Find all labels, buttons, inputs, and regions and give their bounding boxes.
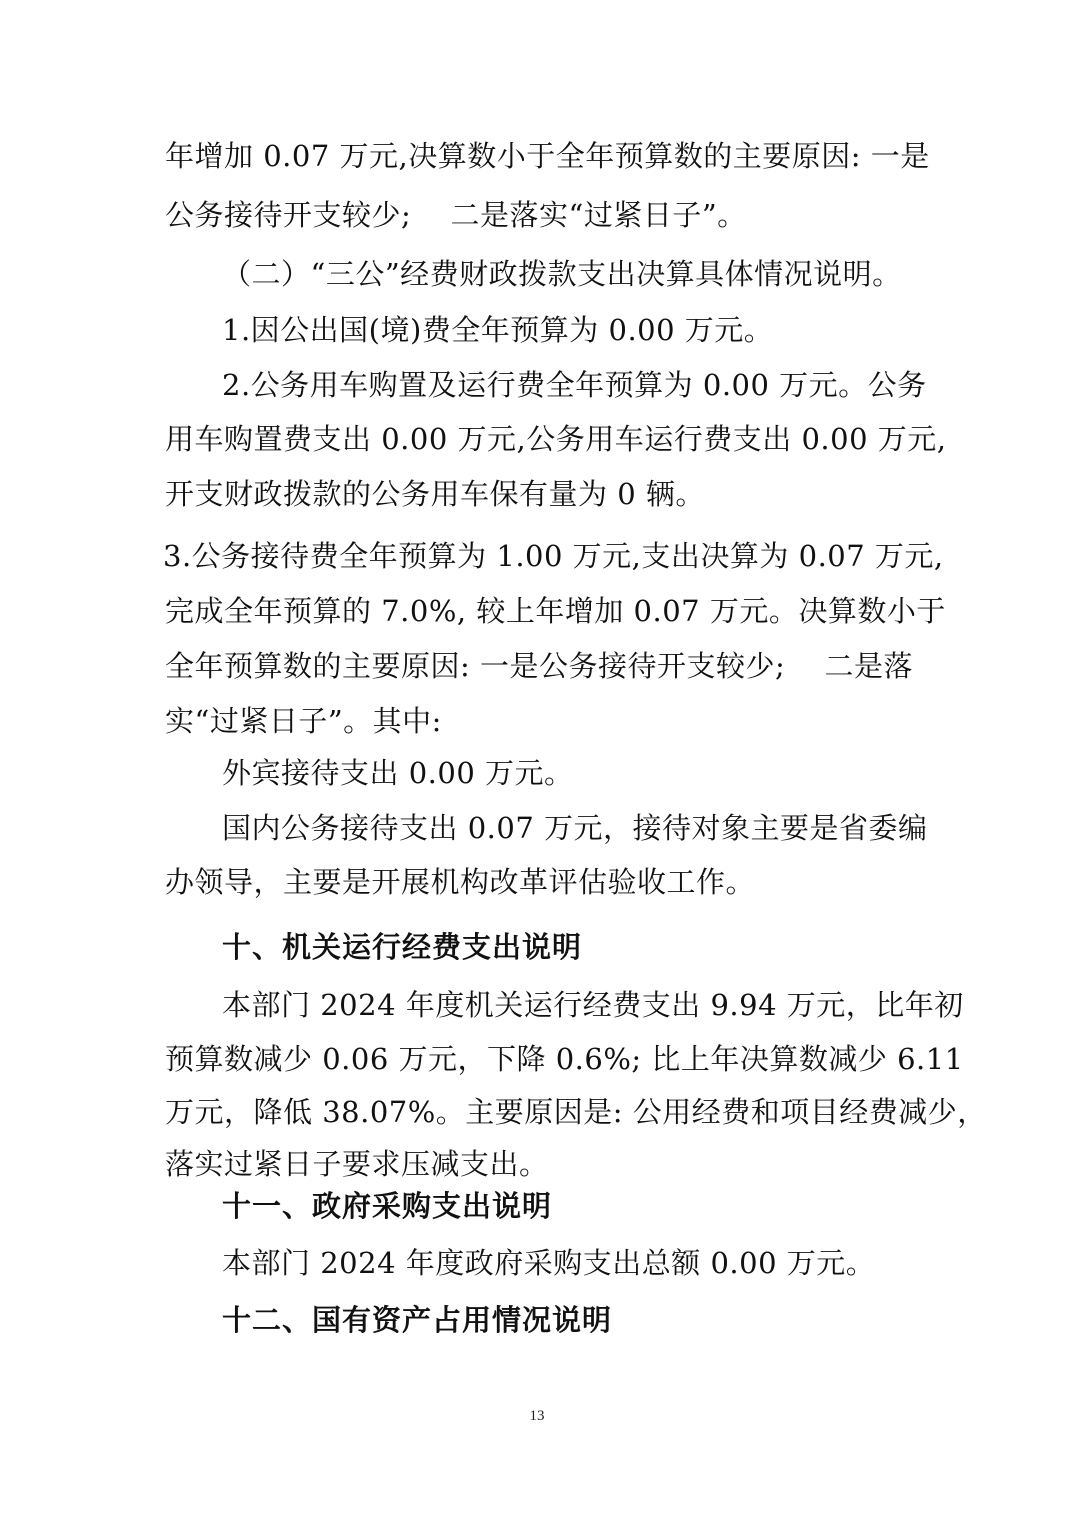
subsection-heading: （二）“三公”经费财政拨款支出决算具体情况说明。 (222, 257, 902, 291)
paragraph-line: 万元，降低 38.07%。主要原因是: 公用经费和项目经费减少， (165, 1095, 987, 1129)
paragraph-line: 2.公务用车购置及运行费全年预算为 0.00 万元。公务 (222, 368, 927, 402)
paragraph-line: 落实过紧日子要求压减支出。 (165, 1147, 549, 1181)
section-heading: 十二、国有资产占用情况说明 (222, 1303, 613, 1337)
paragraph-line: 全年预算数的主要原因: 一是公务接待开支较少; 二是落 (165, 649, 913, 683)
paragraph-line: 开支财政拨款的公务用车保有量为 0 辆。 (165, 477, 705, 511)
paragraph-line: 3.公务接待费全年预算为 1.00 万元,支出决算为 0.07 万元, (163, 539, 944, 573)
section-heading: 十、机关运行经费支出说明 (222, 930, 583, 964)
paragraph-line: 年增加 0.07 万元,决算数小于全年预算数的主要原因: 一是 (165, 139, 930, 173)
paragraph-line: 外宾接待支出 0.00 万元。 (222, 756, 574, 790)
paragraph-line: 国内公务接待支出 0.07 万元，接待对象主要是省委编 (222, 811, 928, 845)
page-number: 13 (529, 1408, 545, 1424)
paragraph-line: 预算数减少 0.06 万元，下降 0.6%; 比上年决算数减少 6.11 (165, 1042, 964, 1076)
paragraph-line: 办领导，主要是开展机构改革评估验收工作。 (165, 865, 756, 899)
paragraph-line: 公务接待开支较少; 二是落实“过紧日子”。 (165, 198, 747, 232)
paragraph-line: 完成全年预算的 7.0%, 较上年增加 0.07 万元。决算数小于 (165, 594, 946, 628)
paragraph-line: 本部门 2024 年度政府采购支出总额 0.00 万元。 (222, 1246, 876, 1280)
paragraph-line: 本部门 2024 年度机关运行经费支出 9.94 万元，比年初 (222, 988, 964, 1022)
paragraph-line: 用车购置费支出 0.00 万元,公务用车运行费支出 0.00 万元, (165, 422, 947, 456)
paragraph-line: 实“过紧日子”。其中: (165, 704, 442, 738)
paragraph-line: 1.因公出国(境)费全年预算为 0.00 万元。 (222, 313, 774, 347)
section-heading: 十一、政府采购支出说明 (222, 1189, 553, 1223)
